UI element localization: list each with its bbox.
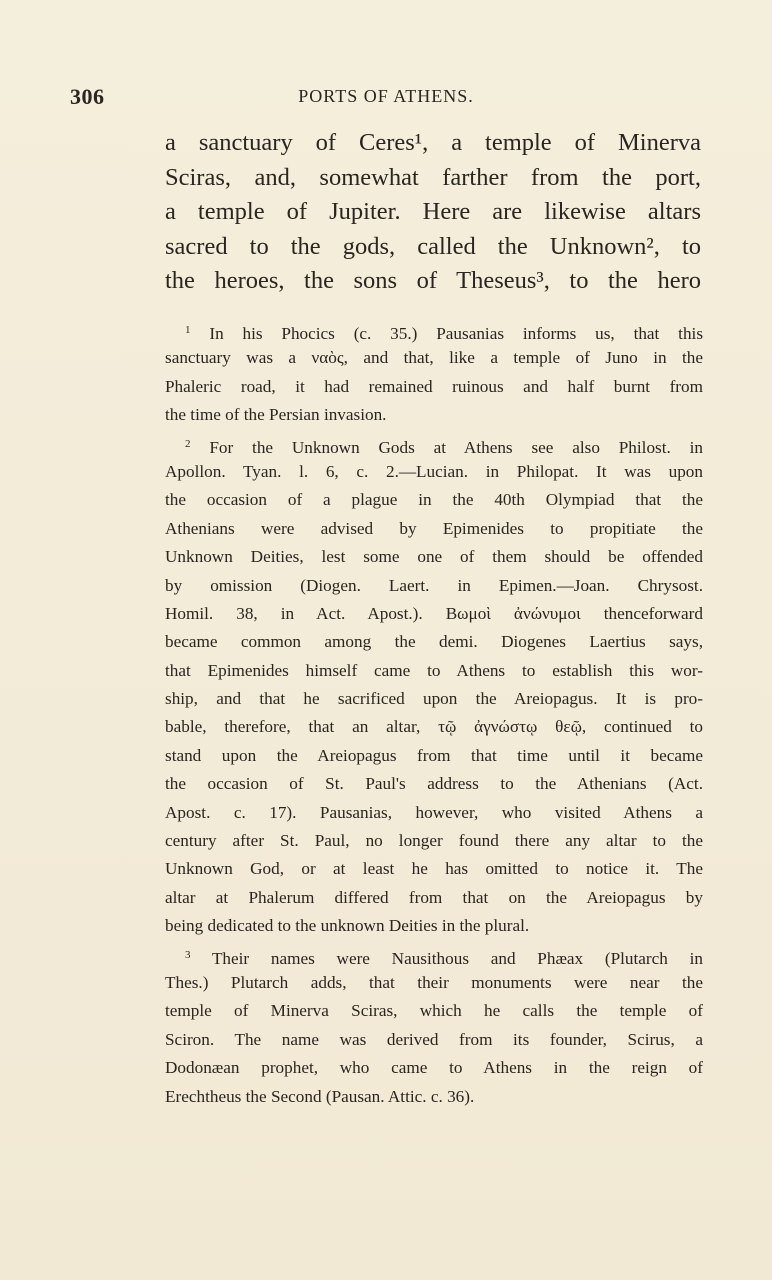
footnote-marker: 1 [185,324,191,336]
body-line: Sciras, and, somewhat farther from the port, [165,163,701,191]
footnotes [165,316,703,1111]
footnote-line: Dodonæan prophet, who came to Athens in the reign of [165,1058,703,1078]
body-text [165,126,701,299]
page-number: 306 [70,84,105,109]
footnote-line: Erechtheus the Second (Pausan. Attic. c. 36). [165,1086,475,1106]
footnote-marker: 3 [185,948,191,961]
body-line: a temple of Jupiter. Here are likewise altars [165,198,701,225]
body-line: sacred to the gods, called the Unknown², to [165,232,701,260]
footnote-marker: 2 [185,437,191,450]
footnote-line: by omission (Diogen. Laert. in Epimen.—Joan. Chrysost. [165,575,703,595]
footnote-line: that Epimenides himself came to Athens to establish this wor- [165,660,703,680]
footnote-line: the time of the Persian invasion. [165,405,387,425]
footnote-line: being dedicated to the unknown Deities in the plural. [165,916,530,936]
footnote-line: Sciron. The name was derived from its founder, Scirus, a [165,1029,703,1049]
footnote-line: the occasion of a plague in the 40th Olympiad that the [165,490,703,510]
footnote-line: Homil. 38, in Act. Apost.). Βωμοὶ ἀνώνυμοι thenceforward [165,603,703,623]
footnote-line: became common among the demi. Diogenes Laertius says, [165,632,703,652]
footnote-line: century after St. Paul, no longer found there any altar to the [165,831,703,851]
footnote-line: Unknown God, or at least he has omitted to notice it. The [165,859,703,879]
footnote-line: Thes.) Plutarch adds, that their monuments were near the [165,972,703,992]
footnote-line: Phaleric road, it had remained ruinous and half burnt from [165,376,703,396]
footnote-line: Unknown Deities, lest some one of them should be offended [165,547,703,567]
body-line: a sanctuary of Ceres¹, a temple of Minerva [165,129,701,156]
footnote-line: Apost. c. 17). Pausanias, however, who visited Athens a [165,802,703,822]
footnote-line: altar at Phalerum differed from that on the Areiopagus by [165,887,703,907]
footnote-line: temple of Minerva Sciras, which he calls the temple of [165,1001,703,1021]
footnote-line: bable, therefore, that an altar, τῷ ἀγνώστῳ θεῷ, continued to [165,717,703,737]
body-line: the heroes, the sons of Theseus³, to the hero [165,267,701,294]
footnote-line: sanctuary was a ναὸς, and that, like a temple of Juno in the [165,348,703,368]
footnote-line: ship, and that he sacrificed upon the Areiopagus. It is pro- [165,689,703,709]
footnote-line: $^1$ In his Phocics (c. 35.) Pausanias informs us, that this [185,324,704,343]
running-head: PORTS OF ATHENS. [298,86,474,106]
footnote-line: Apollon. Tyan. l. 6, c. 2.—Lucian. in Philopat. It was upon [165,461,703,481]
footnote-line: $^2$ For the Unknown Gods at Athens see also Philost. in [185,437,704,457]
footnote-line: Athenians were advised by Epimenides to propitiate the [165,518,703,538]
page-header [0,84,772,114]
footnote-line: $^3$ Their names were Nausithous and Phæax (Plutarch in [185,948,703,968]
footnote-line: the occasion of St. Paul's address to the Athenians (Act. [165,774,703,794]
footnote-line: stand upon the Areiopagus from that time until it became [165,745,703,765]
